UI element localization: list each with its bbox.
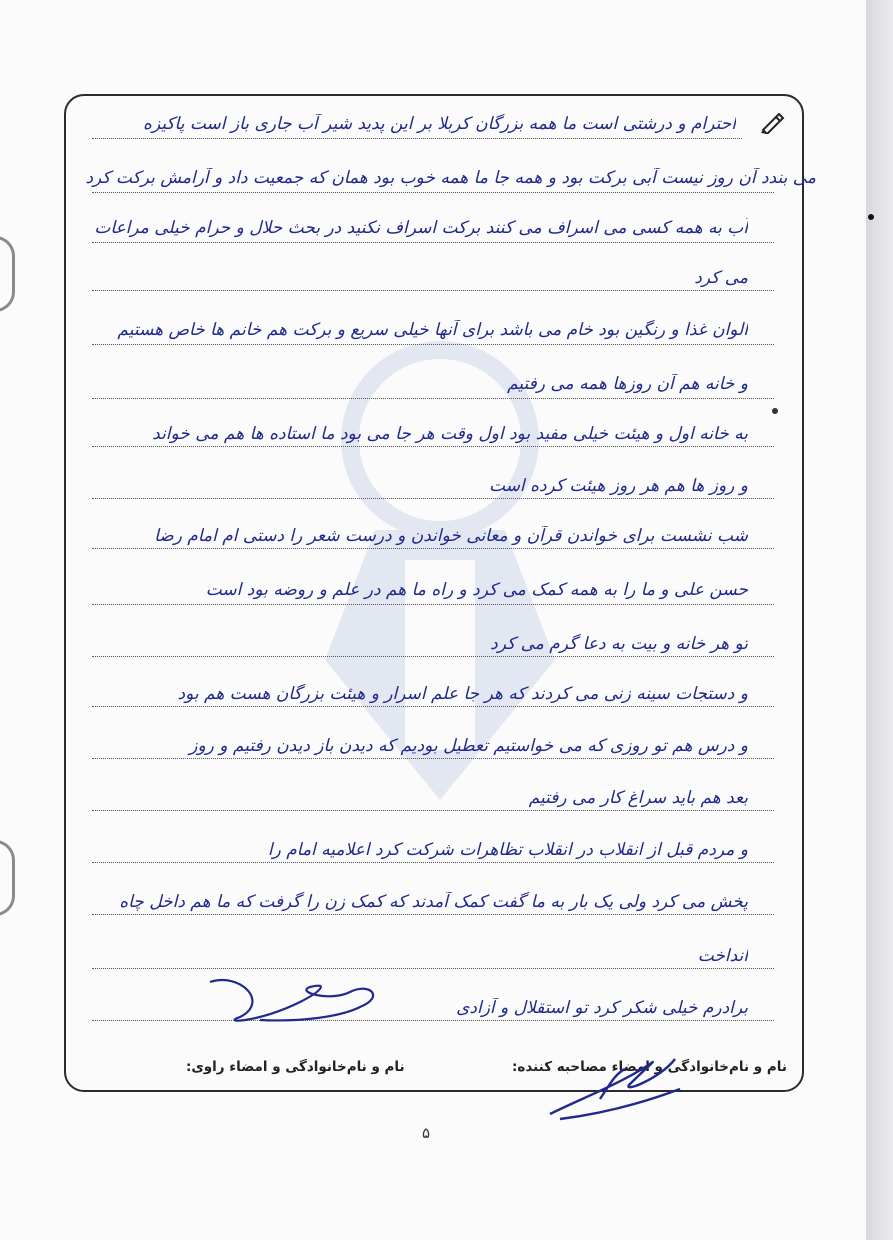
handwritten-line: و خانه هم آن روزها همه می رفتیم <box>507 374 748 394</box>
narrator-signature <box>200 962 400 1032</box>
handwritten-line: می کرد <box>694 268 748 288</box>
writing-line <box>92 604 774 605</box>
handwritten-line: می بندد آن روز نیست آبی برکت بود و همه جا ما همه خوب بود همان که جمعیت داد و آرامش برکت کرد <box>85 168 816 188</box>
handwritten-line: و دستجات سینه زنی می کردند که هر جا علم اسرار و هیئت بزرگان هست هم بود <box>177 684 748 704</box>
writing-line <box>92 498 774 499</box>
page-number: ۵ <box>422 1124 431 1142</box>
handwritten-line: احترام و درشتی است ما همه بزرگان کربلا بر این پدید شیر آب جاری باز است پاکیزه <box>143 114 736 134</box>
interviewer-signature <box>540 1044 690 1124</box>
writing-line <box>92 290 774 291</box>
handwritten-line: و روز ها هم هر روز هیئت کرده است <box>489 476 748 496</box>
punch-mark <box>868 214 874 220</box>
pen-icon <box>760 112 786 134</box>
handwritten-line: شب نشست برای خواندن قرآن و معانی خواندن و درست شعر را دستی ام امام رضا <box>154 526 748 546</box>
next-page-edge <box>866 0 893 1240</box>
narrator-signature-label: نام و نام‌خانوادگی و امضاء راوی: <box>186 1059 405 1075</box>
handwritten-line: به خانه اول و هیئت خیلی مفید بود اول وقت هر جا می بود ما استاده ها هم می خواند <box>152 424 748 444</box>
writing-line <box>92 446 774 447</box>
writing-line <box>92 968 774 969</box>
writing-line <box>92 810 774 811</box>
handwritten-line: حسن علی و ما را به همه کمک می کرد و راه ما هم در علم و روضه بود است <box>205 580 748 600</box>
writing-line <box>92 758 774 759</box>
handwritten-line: الوان غذا و رنگین بود خام می باشد برای آنها خیلی سریع و برکت هم خانم ها خاص هستیم <box>117 320 748 340</box>
writing-line <box>92 1020 774 1021</box>
ink-dot <box>772 408 778 414</box>
handwritten-line: و درس هم تو روزی که می خواستیم تعطیل بودیم که دیدن باز دیدن رفتیم و روز <box>189 736 748 756</box>
handwritten-line: تو هر خانه و بیت به دعا گرم می کرد <box>490 634 748 654</box>
binder-ring-top <box>0 236 15 312</box>
writing-line <box>92 862 774 863</box>
handwritten-line: بعد هم باید سراغ کار می رفتیم <box>528 788 748 808</box>
interviewer-signature-label: نام و نام‌خانوادگی و امضاء مصاحبه کننده: <box>512 1059 787 1075</box>
writing-line <box>92 398 774 399</box>
writing-line <box>92 242 774 243</box>
handwritten-line: آب به همه کسی می اسراف می کنند برکت اسراف نکنید در بحث حلال و حرام خیلی مراعات <box>94 218 748 238</box>
binder-ring-bottom <box>0 840 15 916</box>
writing-line <box>92 656 774 657</box>
writing-line <box>92 138 742 139</box>
writing-line <box>92 706 774 707</box>
handwritten-line: برادرم خیلی شکر کرد تو استقلال و آزادی <box>456 998 748 1018</box>
writing-line <box>92 548 774 549</box>
writing-line <box>92 344 774 345</box>
writing-line <box>92 914 774 915</box>
handwritten-line: پخش می کرد ولی یک بار به ما گفت کمک آمدند که کمک زن را گرفت که ما هم داخل چاه <box>119 892 748 912</box>
writing-line <box>92 192 774 193</box>
handwritten-line: انداخت <box>697 946 748 966</box>
handwritten-line: و مردم قبل از انقلاب در انقلاب تظاهرات شرکت کرد اعلامیه امام را <box>267 840 748 860</box>
